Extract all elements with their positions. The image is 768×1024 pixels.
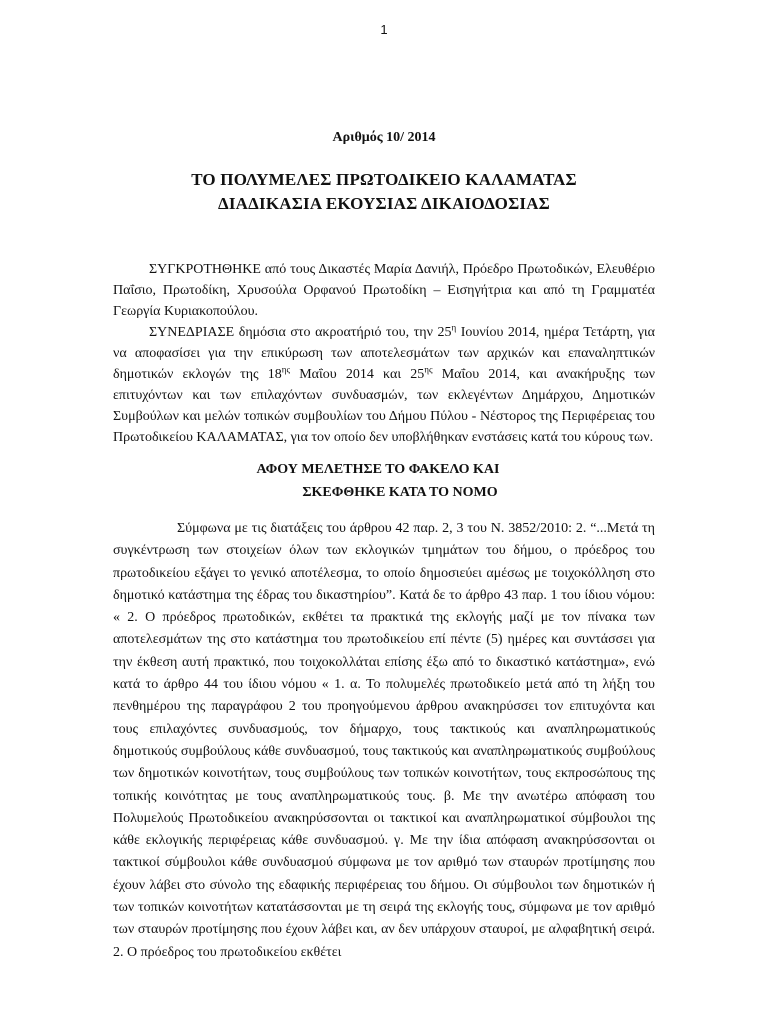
legal-basis-paragraph: Σύμφωνα με τις διατάξεις του άρθρου 42 παρ. 2, 3 του Ν. 3852/2010: 2. “...Μετά τη συγκέντρωση των στοιχείων όλων των εκλογικών τμημάτων του δήμου, ο πρόεδρος του πρωτοδικείου εξάγει το γενικό αποτέλεσμα, το οποίο δημοσιεύει αμέσως με τοιχοκόλληση στο δημοτικό κατάστημα της έδρας του δικαστηρίου”. Κατά δε το άρθρο 43 παρ. 1 του ίδιου νόμου: « 2. Ο πρόεδρος πρωτοδικών, εκθέτει τα πρακτικά της εκλογής μαζί με τον πίνακα των αποτελεσμάτων της στο κατάστημα του πρωτοδικείου επί πέντε (5) ημέρες και συντάσσει για την έκθεση αυτή πρακτικό, που τοιχοκολλάται επίσης έξω από το δικαστικό κατάστημα», ενώ κατά το άρθρο 44 του ίδιου νόμου « 1. α. Το πολυμελές πρωτοδικείο μετά από τη λήξη του πενθημέρου της παραγράφου 2 του προηγούμενου άρθρου ανακηρύσσει τον επιτυχόντα και τους επιλαχόντες συνδυασμούς, τον δήμαρχο, τους τακτικούς και αναπληρωματικούς δημοτικούς συμβούλους κάθε συνδυασμού, τους τακτικούς και αναπληρωματικούς συμβούλους των δημοτικών κοινοτήτων, τους συμβούλους των τοπικών κοινοτήτων, τους εκπροσώπους της τοπικής κοινότητας με τους αναπληρωματικούς τους. β. Με την ανωτέρω απόφαση του Πολυμελούς Πρωτοδικείου ανακηρύσσονται οι τακτικοί και αναπληρωματικοί σύμβουλοι της κάθε εκλογικής περιφέρειας κάθε συνδυασμού. γ. Με την ίδια απόφαση ανακηρύσσονται οι τακτικοί σύμβουλοι κάθε συνδυασμού σύμφωνα με τον αριθμό των σταυρών προτίμησης που έχουν λάβει στο σύνολο της εδαφικής περιφέρειας του δήμου. Οι σύμβουλοι των δημοτικών ή των τοπικών κοινοτήτων κατατάσσονται με τη σειρά της εκλογής τους, σύμφωνα με τον αριθμό των σταυρών προτίμησης που έχουν λάβει και, αν δεν υπάρχουν σταυροί, με αλφαβητική σειρά. 2. Ο πρόεδρος του πρωτοδικείου εκθέτει	[113, 521, 655, 960]
court-title: ΤΟ ΠΟΛΥΜΕΛΕΣ ΠΡΩΤΟΔΙΚΕΙΟ ΚΑΛΑΜΑΤΑΣ	[191, 170, 577, 189]
session-text-a: ΣΥΝΕΔΡΙΑΣΕ δημόσια στο ακροατήριό του, την 25	[149, 325, 452, 340]
reasoning-heading-line1: ΑΦΟΥ ΜΕΛΕΤΗΣΕ ΤΟ ΦΑΚΕΛΟ ΚΑΙ	[256, 462, 500, 477]
decision-number: Αριθμός 10/ 2014	[332, 130, 436, 145]
ordinal-sup-1: η	[451, 322, 457, 333]
ordinal-sup-3: ης	[424, 364, 433, 375]
session-text-b: Ιουνίου 2014, ημέρα Τετάρτη, για να αποφασίσει για την επικύρωση των αποτελεσμάτων των αρχικών και επαναληπτικών δημοτικών εκλογών της 18	[113, 325, 655, 382]
session-paragraph	[113, 322, 655, 448]
reasoning-heading-line2: ΣΚΕΦΘΗΚΕ ΚΑΤΑ ΤΟ ΝΟΜΟ	[302, 485, 498, 500]
procedure-title: ΔΙΑΔΙΚΑΣΙΑ ΕΚΟΥΣΙΑΣ ΔΙΚΑΙΟΔΟΣΙΑΣ	[218, 194, 550, 213]
page-number: 1	[380, 22, 388, 37]
ordinal-sup-2: ης	[281, 364, 291, 375]
composition-paragraph: ΣΥΓΚΡΟΤΗΘΗΚΕ από τους Δικαστές Μαρία Δανιήλ, Πρόεδρο Πρωτοδικών, Ελευθέριο Παΐσιο, Πρωτοδίκη, Χρυσούλα Ορφανού Πρωτοδίκη – Εισηγήτρια και από τη Γραμματέα Γεωργία Κυριακοπούλου.	[113, 262, 655, 319]
session-text-c: Μαΐου 2014 και 25	[290, 367, 425, 382]
session-text-d: Μαΐου 2014, και ανακήρυξης των επιτυχόντων και των επιλαχόντων συνδυασμών, των εκλεγέντων Δημάρχου, Δημοτικών Συμβούλων και μελών τοπικών συμβουλίων του Δήμου Πύλου - Νέστορος της Περιφέρειας του Πρωτοδικείου ΚΑΛΑΜΑΤΑΣ, για τον οποίο δεν υποβλήθηκαν ενστάσεις κατά του κύρους των.	[113, 367, 655, 445]
